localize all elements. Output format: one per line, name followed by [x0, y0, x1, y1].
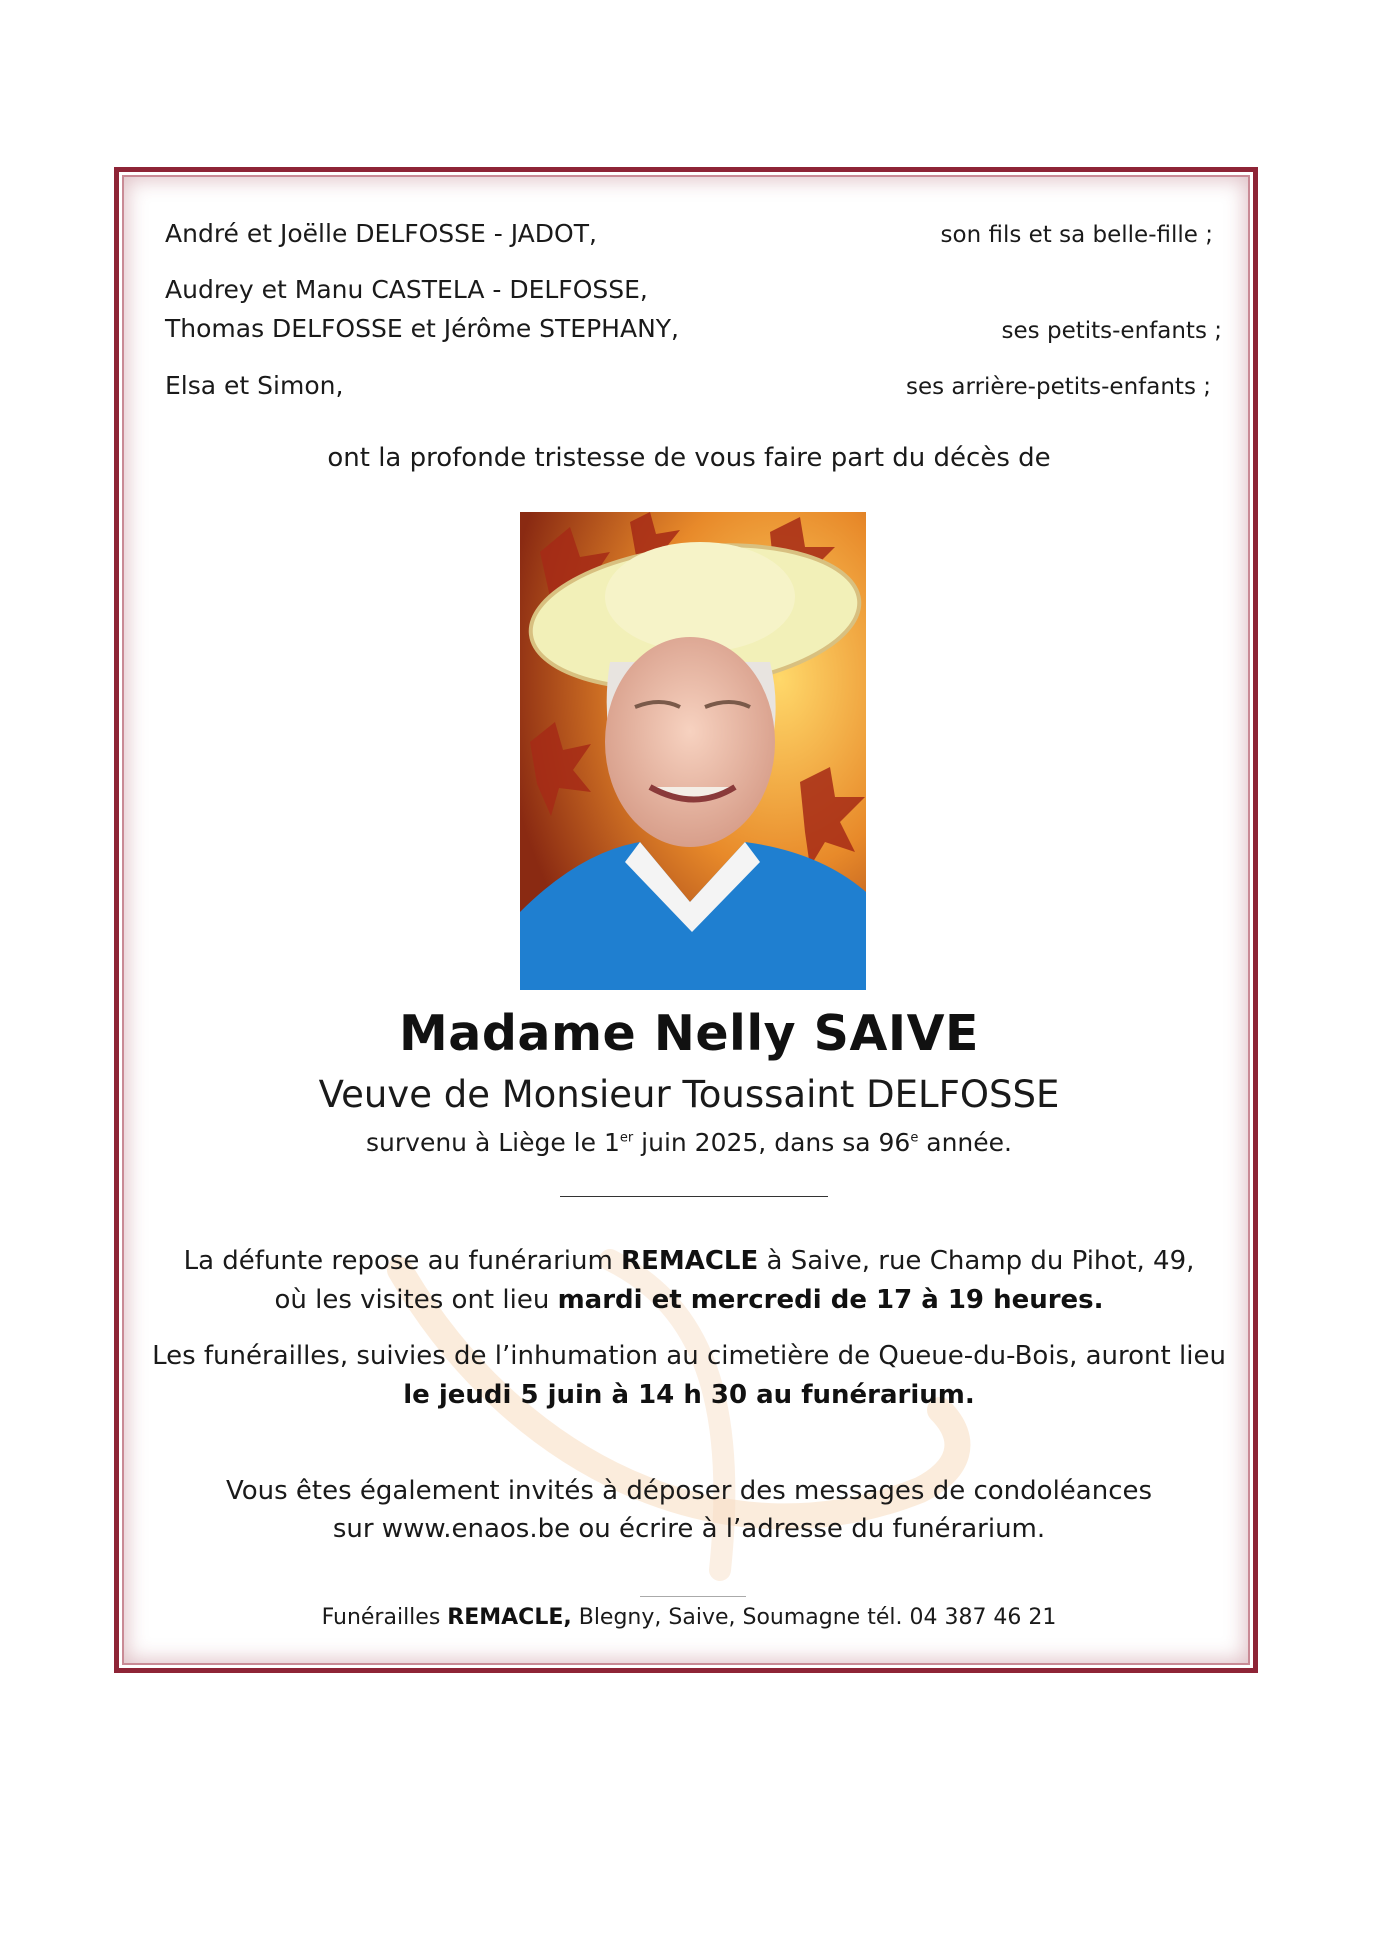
- visitation-line-2: [0, 1285, 1378, 1315]
- footer-pre: Funérailles: [321, 1605, 448, 1630]
- family-relation-3: ses arrière-petits-enfants ;: [906, 374, 1211, 400]
- funeral-datetime: le jeudi 5 juin à 14 h 30 au funérarium.: [403, 1380, 975, 1410]
- divider-line: [560, 1196, 828, 1197]
- death-suffix: année.: [918, 1128, 1012, 1157]
- visitation-text-2a: où les visites ont lieu: [274, 1285, 558, 1315]
- widow-of-text: Veuve de Monsieur Toussaint DELFOSSE: [318, 1073, 1060, 1116]
- family-relation-2: ses petits-enfants ;: [1001, 318, 1222, 344]
- visitation-hours: mardi et mercredi de 17 à 19 heures.: [557, 1285, 1104, 1315]
- footer-divider: [640, 1596, 746, 1597]
- funeral-line-2: [0, 1380, 1378, 1410]
- portrait-photo: [520, 512, 866, 990]
- visitation-line-1: [0, 1246, 1378, 1276]
- footer-text: [0, 1605, 1378, 1630]
- funeral-line-1: Les funérailles, suivies de l’inhumation au cimetière de Queue-du-Bois, auront lieu: [152, 1341, 1226, 1371]
- footer-company: REMACLE,: [447, 1605, 572, 1630]
- death-date-text: [0, 1128, 1378, 1157]
- family-names-2b: Thomas DELFOSSE et Jérôme STEPHANY,: [165, 314, 679, 343]
- family-relation-1: son fils et sa belle-fille ;: [940, 222, 1213, 248]
- death-sup-2: e: [910, 1130, 919, 1146]
- family-names-1: André et Joëlle DELFOSSE - JADOT,: [165, 219, 597, 248]
- visitation-text-1a: La défunte repose au funérarium: [183, 1246, 622, 1276]
- family-names-3: Elsa et Simon,: [165, 371, 344, 400]
- footer-contact: Blegny, Saive, Soumagne tél. 04 387 46 21: [571, 1605, 1057, 1630]
- family-names-2a: Audrey et Manu CASTELA - DELFOSSE,: [165, 275, 648, 304]
- condolences-line-1: Vous êtes également invités à déposer des messages de condoléances: [225, 1476, 1153, 1506]
- visitation-text-1b: à Saive, rue Champ du Pihot, 49,: [758, 1246, 1195, 1276]
- death-middle: juin 2025, dans sa 96: [633, 1128, 911, 1157]
- announcement-text: ont la profonde tristesse de vous faire part du décès de: [327, 443, 1051, 473]
- death-prefix: survenu à Liège le 1: [366, 1128, 620, 1157]
- condolences-line-2: sur www.enaos.be ou écrire à l’adresse du funérarium.: [332, 1514, 1046, 1544]
- death-sup-1: er: [619, 1130, 634, 1146]
- deceased-name: Madame Nelly SAIVE: [399, 1005, 979, 1062]
- funeral-home-name: REMACLE: [621, 1246, 759, 1276]
